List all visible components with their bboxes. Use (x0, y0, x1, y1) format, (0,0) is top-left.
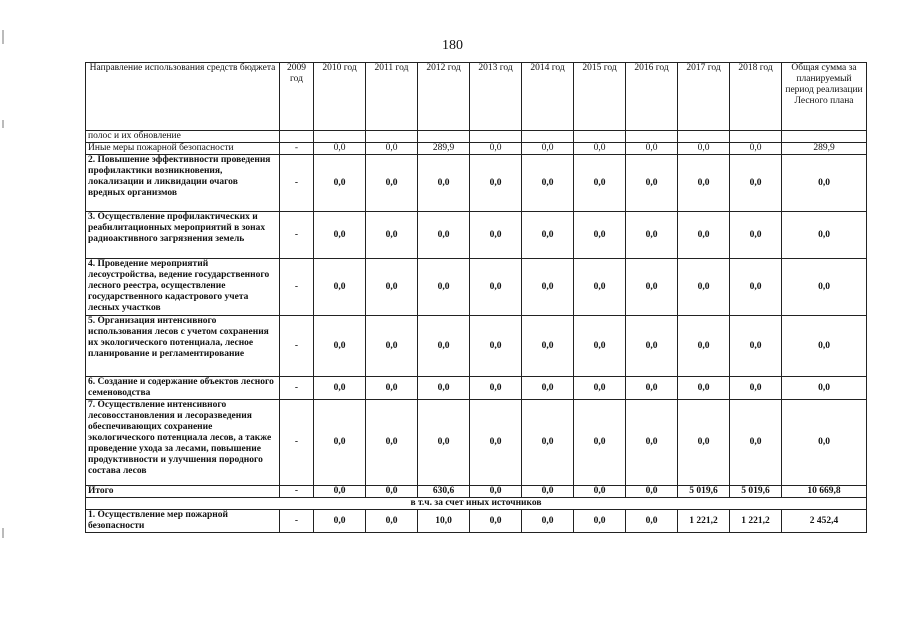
row-value: 2 452,4 (782, 510, 867, 533)
row-value: 0,0 (366, 155, 418, 212)
row-value: 0,0 (366, 316, 418, 377)
row-label: 3. Осуществление профилактических и реабилитационных мероприятий в зонах радиоактивного загрязнения земель (86, 212, 280, 259)
row-value: 0,0 (782, 316, 867, 377)
row-value: 630,6 (418, 486, 470, 498)
row-value: 0,0 (522, 143, 574, 155)
header-year: 2013 год (470, 63, 522, 131)
row-value: 1 221,2 (730, 510, 782, 533)
row-value: 0,0 (470, 510, 522, 533)
row-value: 0,0 (730, 316, 782, 377)
row-value: 5 019,6 (730, 486, 782, 498)
row-label: Итого (86, 486, 280, 498)
page-number: 180 (442, 38, 463, 53)
row-value: 0,0 (522, 155, 574, 212)
table-row (86, 155, 867, 212)
row-value: 0,0 (782, 259, 867, 316)
row-value: - (280, 316, 314, 377)
row-value: 0,0 (470, 155, 522, 212)
row-value: 0,0 (730, 377, 782, 400)
row-value: 0,0 (314, 259, 366, 316)
row-value: 0,0 (314, 155, 366, 212)
row-value: 0,0 (418, 212, 470, 259)
row-value: 0,0 (626, 259, 678, 316)
scan-margin-mark (2, 30, 4, 44)
row-value: - (280, 155, 314, 212)
row-label: 6. Создание и содержание объектов лесного семеноводства (86, 377, 280, 400)
table-row (86, 486, 867, 498)
row-value: 0,0 (314, 510, 366, 533)
row-value: 0,0 (314, 377, 366, 400)
row-value: 0,0 (678, 155, 730, 212)
row-value (730, 131, 782, 143)
table-row (86, 143, 867, 155)
row-value: - (280, 486, 314, 498)
row-value: 0,0 (366, 143, 418, 155)
row-value: 0,0 (314, 143, 366, 155)
row-value: 0,0 (574, 212, 626, 259)
row-value (366, 131, 418, 143)
row-value: 0,0 (418, 316, 470, 377)
row-value: 0,0 (366, 212, 418, 259)
header-year: 2015 год (574, 63, 626, 131)
row-value (782, 131, 867, 143)
row-value: 289,9 (782, 143, 867, 155)
row-value: 0,0 (366, 400, 418, 486)
table-row (86, 510, 867, 533)
row-label: 2. Повышение эффективности проведения профилактики возникновения, локализации и ликвидации очагов вредных организмов (86, 155, 280, 212)
table-row (86, 131, 867, 143)
row-value: 0,0 (314, 316, 366, 377)
row-value: 0,0 (678, 212, 730, 259)
row-value: 0,0 (314, 486, 366, 498)
row-label: 7. Осуществление интенсивного лесовосстановления и лесоразведения обеспечивающих сохранение экологического потенциала лесов, а также проведение ухода за лесами, повышение продуктивности и улучшения породного состава лесов (86, 400, 280, 486)
row-label: 5. Организация интенсивного использования лесов с учетом сохранения их экологического потенциала, лесное планирование и регламентирование (86, 316, 280, 377)
header-year: 2009 год (280, 63, 314, 131)
row-value: - (280, 400, 314, 486)
row-value (522, 131, 574, 143)
row-value: 0,0 (522, 259, 574, 316)
header-year: 2017 год (678, 63, 730, 131)
row-label: 4. Проведение мероприятий лесоустройства, ведение государственного лесного реестра, осуществление государственного кадастрового учета лесных участков (86, 259, 280, 316)
row-value: 0,0 (522, 400, 574, 486)
table-row (86, 259, 867, 316)
row-value: 0,0 (626, 486, 678, 498)
row-value (678, 131, 730, 143)
row-value: - (280, 377, 314, 400)
row-value: 0,0 (574, 155, 626, 212)
row-value: 0,0 (522, 316, 574, 377)
row-value: 1 221,2 (678, 510, 730, 533)
row-value: 0,0 (366, 486, 418, 498)
row-label: Иные меры пожарной безопасности (86, 143, 280, 155)
row-value: 10,0 (418, 510, 470, 533)
row-value: 0,0 (626, 212, 678, 259)
row-value (626, 131, 678, 143)
row-value: 0,0 (626, 510, 678, 533)
row-value: 0,0 (470, 486, 522, 498)
row-value: 0,0 (574, 486, 626, 498)
row-value: 10 669,8 (782, 486, 867, 498)
header-year: 2010 год (314, 63, 366, 131)
row-value: 0,0 (626, 316, 678, 377)
row-value: 0,0 (574, 316, 626, 377)
row-value: 0,0 (626, 143, 678, 155)
row-value: 0,0 (522, 377, 574, 400)
row-value: 0,0 (782, 400, 867, 486)
row-value: 0,0 (470, 316, 522, 377)
row-value: 0,0 (626, 155, 678, 212)
row-value (470, 131, 522, 143)
header-direction: Направление использования средств бюджета (86, 63, 280, 131)
header-year: 2012 год (418, 63, 470, 131)
row-value: 0,0 (782, 155, 867, 212)
scan-margin-mark (2, 120, 4, 128)
row-value: 0,0 (574, 510, 626, 533)
row-value: 289,9 (418, 143, 470, 155)
section-title: в т.ч. за счет иных источников (86, 498, 867, 510)
row-value: 0,0 (730, 143, 782, 155)
row-value: 0,0 (730, 212, 782, 259)
header-year: 2018 год (730, 63, 782, 131)
row-value: - (280, 259, 314, 316)
row-value: - (280, 143, 314, 155)
header-year: 2014 год (522, 63, 574, 131)
row-value: 0,0 (730, 155, 782, 212)
row-value: 0,0 (574, 143, 626, 155)
row-label: полос и их обновление (86, 131, 280, 143)
row-value: 0,0 (730, 400, 782, 486)
table-row (86, 212, 867, 259)
row-value: 0,0 (366, 259, 418, 316)
row-value: 0,0 (678, 316, 730, 377)
row-value: 0,0 (366, 377, 418, 400)
row-value (314, 131, 366, 143)
header-total: Общая сумма за планируемый период реализации Лесного плана (782, 63, 867, 131)
row-value: - (280, 212, 314, 259)
row-value: 0,0 (522, 212, 574, 259)
table-row (86, 377, 867, 400)
row-value: 0,0 (522, 510, 574, 533)
table-row (86, 316, 867, 377)
row-value: 0,0 (678, 259, 730, 316)
row-value: 0,0 (470, 212, 522, 259)
row-value: 0,0 (782, 212, 867, 259)
row-value: 0,0 (418, 259, 470, 316)
row-value: 0,0 (470, 259, 522, 316)
header-row (86, 63, 867, 131)
row-value: 0,0 (626, 400, 678, 486)
row-value: 0,0 (626, 377, 678, 400)
row-value: 0,0 (782, 377, 867, 400)
row-value (574, 131, 626, 143)
row-value: 0,0 (470, 400, 522, 486)
row-value (280, 131, 314, 143)
row-value: 0,0 (314, 400, 366, 486)
row-label: 1. Осуществление мер пожарной безопасности (86, 510, 280, 533)
row-value: 0,0 (418, 400, 470, 486)
row-value: 0,0 (574, 400, 626, 486)
row-value: 0,0 (418, 377, 470, 400)
row-value (418, 131, 470, 143)
row-value: 5 019,6 (678, 486, 730, 498)
table-row (86, 400, 867, 486)
section-row (86, 498, 867, 510)
row-value: 0,0 (418, 155, 470, 212)
row-value: 0,0 (678, 377, 730, 400)
scan-margin-mark (2, 528, 4, 538)
row-value: 0,0 (574, 259, 626, 316)
row-value: - (280, 510, 314, 533)
row-value: 0,0 (470, 377, 522, 400)
header-year: 2016 год (626, 63, 678, 131)
row-value: 0,0 (470, 143, 522, 155)
row-value: 0,0 (730, 259, 782, 316)
row-value: 0,0 (366, 510, 418, 533)
row-value: 0,0 (522, 486, 574, 498)
row-value: 0,0 (678, 143, 730, 155)
row-value: 0,0 (678, 400, 730, 486)
budget-table (85, 62, 867, 533)
row-value: 0,0 (574, 377, 626, 400)
row-value: 0,0 (314, 212, 366, 259)
header-year: 2011 год (366, 63, 418, 131)
